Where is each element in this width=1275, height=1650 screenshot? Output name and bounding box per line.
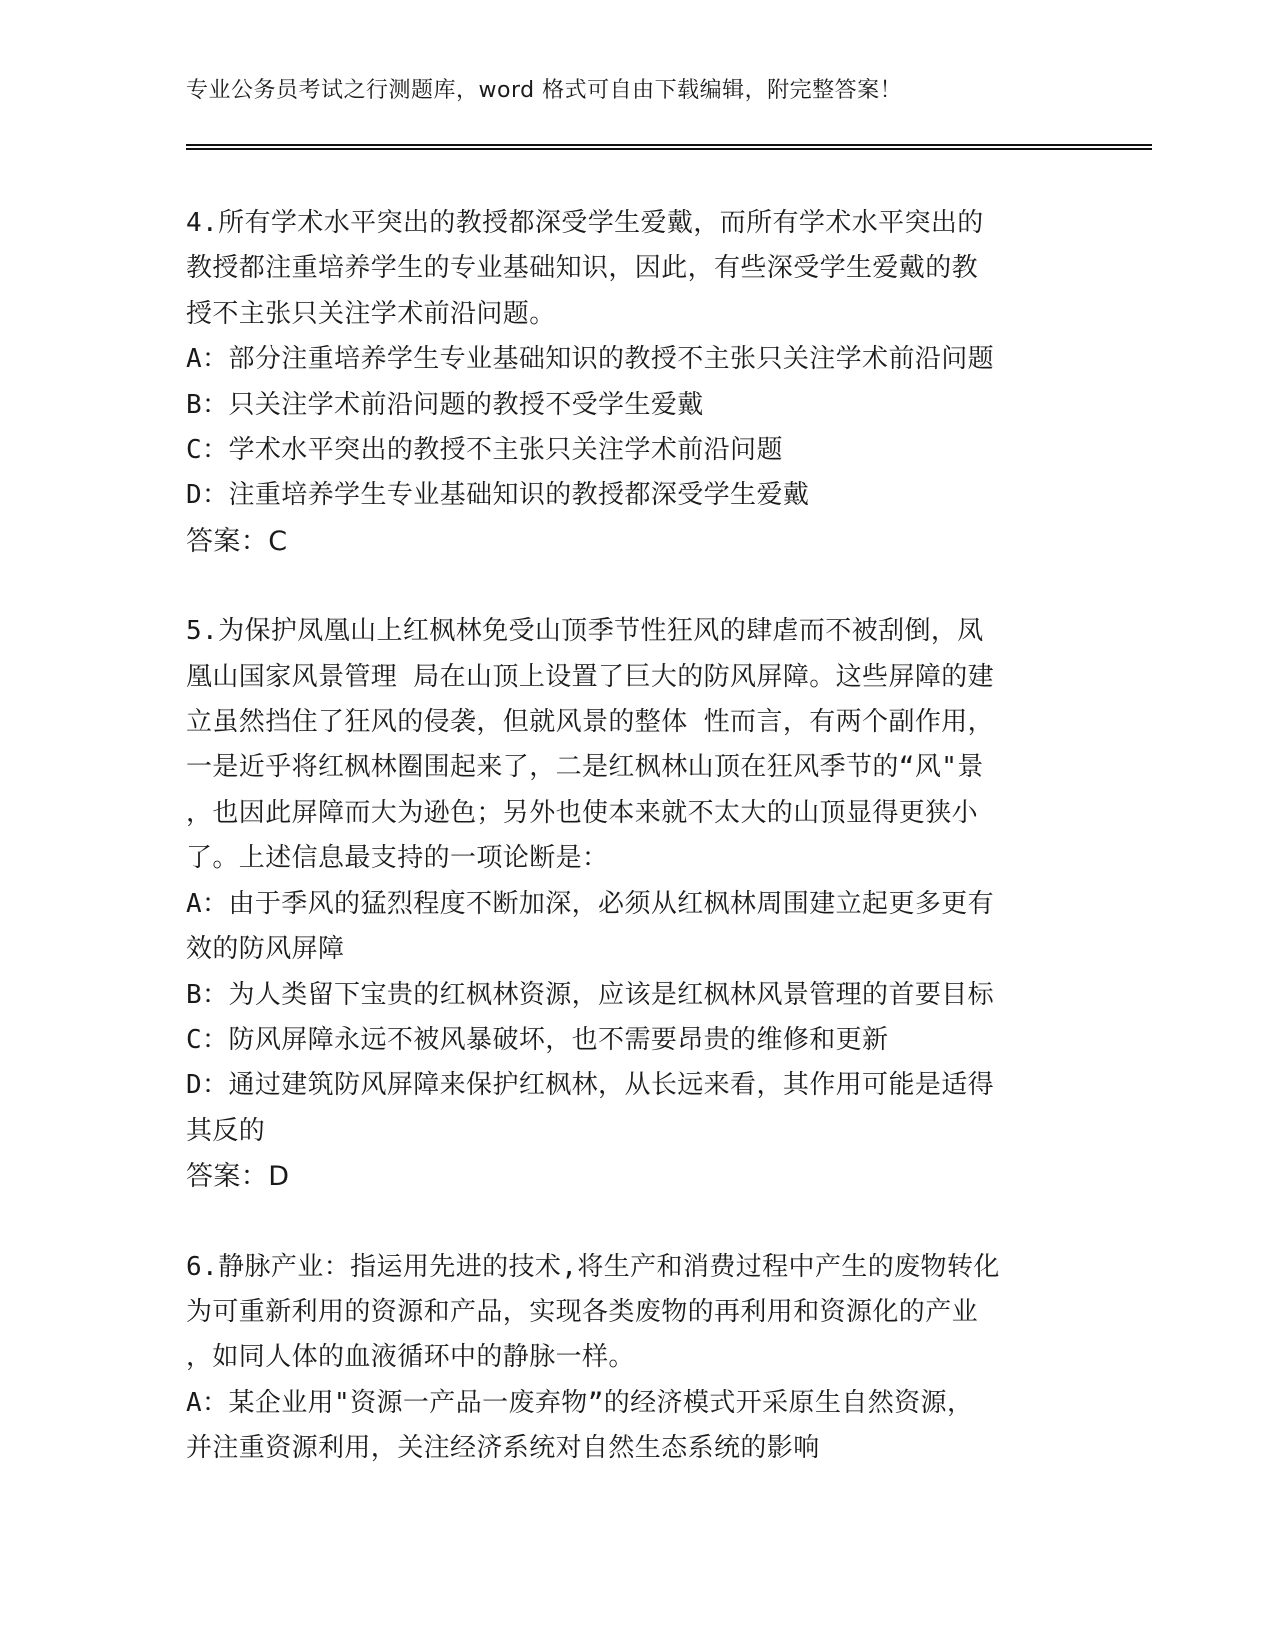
question-5-stem-line: 一是近乎将红枫林圈围起来了，二是红枫林山顶在狂风季节的“风"景 xyxy=(186,752,984,783)
question-spacer xyxy=(186,1200,1076,1245)
question-4-option-b: B：只关注学术前沿问题的教授不受学生爱戴 xyxy=(186,389,704,420)
question-5-option-a-cont: 效的防风屏障 xyxy=(186,934,345,965)
question-5-stem-line: 5.为保护凤凰山上红枫林免受山顶季节性狂风的肆虐而不被刮倒，凤 xyxy=(186,616,984,647)
question-4-stem-line: 授不主张只关注学术前沿问题。 xyxy=(186,298,556,329)
question-spacer xyxy=(186,564,1076,609)
question-4-option-c: C：学术水平突出的教授不主张只关注学术前沿问题 xyxy=(186,435,783,466)
question-5-option-b: B：为人类留下宝贵的红枫林资源，应该是红枫林风景管理的首要目标 xyxy=(186,979,995,1010)
question-5-stem-line: 了。上述信息最支持的一项论断是： xyxy=(186,843,609,874)
question-5-option-c: C：防风屏障永远不被风暴破坏，也不需要昂贵的维修和更新 xyxy=(186,1024,889,1055)
question-6-option-a: A：某企业用"资源一产品一废弃物”的经济模式开采原生自然资源， xyxy=(186,1387,974,1418)
question-6 xyxy=(186,1245,1076,1472)
question-5 xyxy=(186,609,1076,1199)
question-6-stem-line: ，如同人体的血液循环中的静脉一样。 xyxy=(186,1342,635,1373)
question-4 xyxy=(186,201,1076,564)
question-5-stem-line: 凰山国家风景管理 局在山顶上设置了巨大的防风屏障。这些屏障的建 xyxy=(186,661,995,692)
page-header: 专业公务员考试之行测题库，word 格式可自由下载编辑，附完整答案！ xyxy=(186,78,903,103)
question-4-stem-line: 4.所有学术水平突出的教授都深受学生爱戴，而所有学术水平突出的 xyxy=(186,208,984,238)
question-content xyxy=(186,201,1076,1472)
question-5-option-d: D：通过建筑防风屏障来保护红枫林，从长远来看，其作用可能是适得 xyxy=(186,1070,995,1101)
question-5-option-a: A：由于季风的猛烈程度不断加深，必须从红枫林周围建立起更多更有 xyxy=(186,888,995,919)
question-4-stem-line: 教授都注重培养学生的专业基础知识，因此，有些深受学生爱戴的教 xyxy=(186,253,979,284)
question-5-answer: 答案：D xyxy=(186,1161,290,1193)
question-6-stem-line: 为可重新利用的资源和产品，实现各类废物的再利用和资源化的产业 xyxy=(186,1296,979,1327)
question-4-option-a: A：部分注重培养学生专业基础知识的教授不主张只关注学术前沿问题 xyxy=(186,344,995,375)
question-4-option-d: D：注重培养学生专业基础知识的教授都深受学生爱戴 xyxy=(186,480,810,511)
question-5-stem-line: ，也因此屏障而大为逊色；另外也使本来就不太大的山顶显得更狭小 xyxy=(186,797,979,828)
question-6-stem-line: 6.静脉产业：指运用先进的技术,将生产和消费过程中产生的废物转化 xyxy=(186,1251,1000,1282)
question-4-answer: 答案：C xyxy=(186,525,288,557)
question-5-option-d-cont: 其反的 xyxy=(186,1115,266,1146)
header-double-rule xyxy=(186,144,1152,150)
question-6-option-a-cont: 并注重资源利用，关注经济系统对自然生态系统的影响 xyxy=(186,1433,820,1464)
question-5-stem-line: 立虽然挡住了狂风的侵袭，但就风景的整体 性而言，有两个副作用， xyxy=(186,707,995,738)
